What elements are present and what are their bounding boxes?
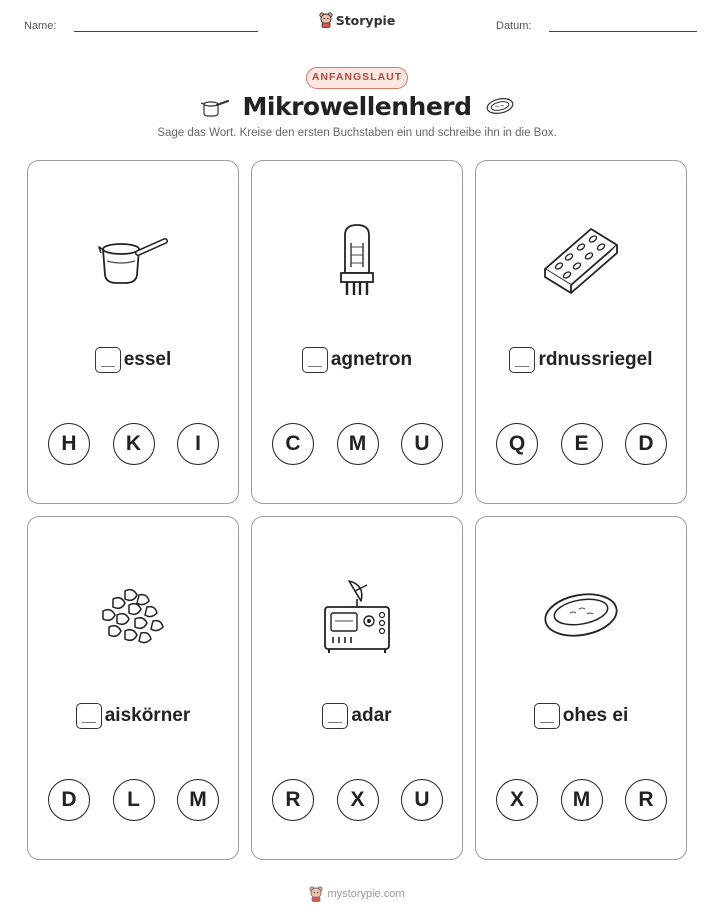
letter-option[interactable]: R xyxy=(625,779,667,821)
magnetron-tube-icon xyxy=(332,221,382,301)
letter-option[interactable]: L xyxy=(113,779,155,821)
date-line[interactable] xyxy=(549,18,697,32)
word-card xyxy=(27,160,239,504)
letter-option[interactable]: R xyxy=(272,779,314,821)
letter-option[interactable]: H xyxy=(48,423,90,465)
answer-box[interactable] xyxy=(534,703,560,729)
word-row xyxy=(476,347,686,373)
word-fragment: ohes ei xyxy=(562,705,629,726)
card-picture xyxy=(252,567,462,667)
letter-options xyxy=(48,423,219,465)
date-label: Datum: xyxy=(496,20,532,32)
word-card xyxy=(475,516,687,860)
footer-url[interactable]: mystorypie.com xyxy=(327,888,405,900)
letter-option[interactable]: M xyxy=(561,779,603,821)
word-card xyxy=(475,160,687,504)
letter-options xyxy=(496,423,667,465)
footer xyxy=(0,886,714,902)
worksheet-grid xyxy=(27,160,687,860)
storypie-bear-icon xyxy=(319,12,333,28)
letter-options xyxy=(272,423,443,465)
letter-option[interactable]: M xyxy=(337,423,379,465)
title-row xyxy=(0,92,714,121)
word-fragment: aiskörner xyxy=(104,705,191,726)
date-field[interactable] xyxy=(496,18,697,32)
corn-kernels-icon xyxy=(95,585,171,649)
letter-option[interactable]: U xyxy=(401,779,443,821)
letter-option[interactable]: K xyxy=(113,423,155,465)
letter-options xyxy=(496,779,667,821)
answer-box[interactable] xyxy=(509,347,535,373)
word-card xyxy=(251,160,463,504)
word-row xyxy=(252,347,462,373)
kettle-small-icon xyxy=(199,96,231,118)
word-fragment: essel xyxy=(123,349,172,370)
letter-option[interactable]: D xyxy=(48,779,90,821)
word-fragment: adar xyxy=(351,705,392,726)
letter-options xyxy=(48,779,219,821)
card-picture xyxy=(476,567,686,667)
letter-option[interactable]: U xyxy=(401,423,443,465)
word-fragment: agnetron xyxy=(330,349,413,370)
instructions: Sage das Wort. Kreise den ersten Buchstaben ein und schreibe ihn in die Box. xyxy=(157,127,557,139)
letter-option[interactable]: X xyxy=(337,779,379,821)
card-picture xyxy=(252,211,462,311)
letter-option[interactable]: D xyxy=(625,423,667,465)
letter-option[interactable]: C xyxy=(272,423,314,465)
card-picture xyxy=(28,211,238,311)
radar-device-icon xyxy=(319,577,395,657)
answer-box[interactable] xyxy=(302,347,328,373)
peanut-bar-icon xyxy=(539,223,623,299)
storypie-bear-icon xyxy=(309,886,323,902)
letter-option[interactable]: E xyxy=(561,423,603,465)
answer-box[interactable] xyxy=(76,703,102,729)
name-label: Name: xyxy=(24,20,57,32)
letter-option[interactable]: X xyxy=(496,779,538,821)
word-row xyxy=(252,703,462,729)
bowl-small-icon xyxy=(484,96,516,118)
word-row xyxy=(28,347,238,373)
page-title: Mikrowellenherd xyxy=(242,92,472,121)
bowl-icon xyxy=(541,587,621,647)
word-row xyxy=(28,703,238,729)
letter-option[interactable]: Q xyxy=(496,423,538,465)
word-row xyxy=(476,703,686,729)
category-tag: ANFANGSLAUT xyxy=(306,67,408,89)
word-card xyxy=(27,516,239,860)
brand-name: Storypie xyxy=(335,12,396,28)
kettle-icon xyxy=(95,233,171,289)
answer-box[interactable] xyxy=(95,347,121,373)
letter-options xyxy=(272,779,443,821)
answer-box[interactable] xyxy=(322,703,348,729)
letter-option[interactable]: I xyxy=(177,423,219,465)
word-card xyxy=(251,516,463,860)
letter-option[interactable]: M xyxy=(177,779,219,821)
card-picture xyxy=(28,567,238,667)
card-picture xyxy=(476,211,686,311)
word-fragment: rdnussriegel xyxy=(538,349,653,370)
